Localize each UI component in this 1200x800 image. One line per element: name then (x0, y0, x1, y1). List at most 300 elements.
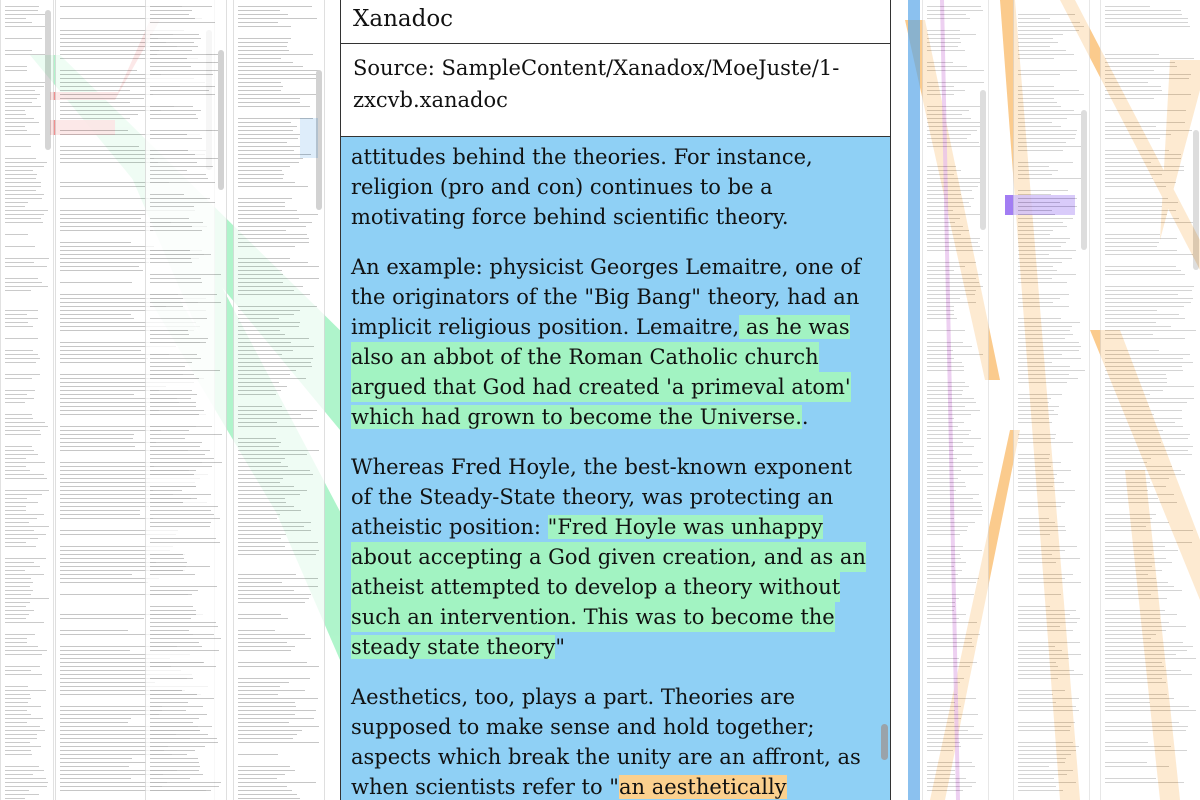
thumbnail-text-line (927, 262, 976, 263)
thumbnail-text-line (1018, 146, 1082, 147)
thumbnail-text-line (1105, 274, 1185, 275)
thumbnail-text-line (927, 442, 963, 443)
thumbnail-text-line (150, 594, 192, 595)
thumbnail-text-line (150, 778, 190, 779)
thumbnail-text-line (1018, 106, 1061, 107)
thumbnail-text-line (1105, 502, 1177, 503)
thumbnail-scrollbar[interactable] (980, 90, 986, 230)
thumbnail-text-line (1018, 662, 1056, 663)
thumbnail-text-line (238, 246, 295, 247)
thumbnail-text-line (60, 270, 143, 271)
text-line (351, 632, 565, 662)
thumbnail-text-line (60, 130, 128, 131)
thumbnail-text-line (1018, 394, 1062, 395)
thumbnail-text-line (150, 118, 198, 119)
thumbnail-text-line (5, 582, 33, 583)
thumbnail-text-line (927, 734, 983, 735)
thumbnail-text-line (1018, 490, 1075, 491)
thumbnail-text-line (150, 334, 189, 335)
transclusion-highlight[interactable]: atheist attempted to develop a theory without (351, 572, 840, 602)
thumbnail-text-line (5, 286, 48, 287)
thumbnail-text-line (238, 350, 293, 351)
source-path: Source: SampleContent/Xanadox/MoeJuste/1- (353, 56, 840, 80)
thumbnail-text-line (1105, 642, 1183, 643)
thumbnail-text-line (927, 90, 965, 91)
thumbnail-text-line (927, 730, 968, 731)
thumbnail-text-line (238, 226, 306, 227)
thumbnail-text-line (5, 278, 38, 279)
thumbnail-text-line (5, 38, 42, 39)
thumbnail-text-line (1018, 466, 1051, 467)
thumbnail-text-line (5, 26, 46, 27)
thumbnail-text-line (150, 746, 205, 747)
thumbnail-text-line (150, 150, 188, 151)
thumbnail-scrollbar[interactable] (1193, 130, 1199, 270)
thumbnail-text-line (150, 558, 184, 559)
thumbnail-text-line (1105, 546, 1165, 547)
thumbnail-text-line (927, 18, 970, 19)
thumbnail-text-line (5, 18, 26, 19)
thumbnail-text-line (238, 266, 319, 267)
thumbnail-text-line (5, 434, 41, 435)
thumbnail-text-line (150, 170, 187, 171)
thumbnail-text-line (1018, 134, 1076, 135)
thumbnail-text-line (5, 694, 30, 695)
thumbnail-text-line (5, 702, 28, 703)
thumbnail-text-line (60, 718, 131, 719)
thumbnail-text-line (1018, 38, 1053, 39)
thumbnail-text-line (1018, 622, 1077, 623)
thumbnail-text-line (60, 714, 159, 715)
thumbnail-text-line (150, 226, 192, 227)
thumbnail-text-line (927, 646, 974, 647)
thumbnail-text-line (1018, 710, 1079, 711)
thumbnail-text-line (1018, 34, 1063, 35)
thumbnail-text-line (1105, 558, 1166, 559)
thumbnail-text-line (1105, 434, 1190, 435)
doc-column-1[interactable] (0, 0, 54, 800)
thumbnail-text-line (5, 54, 48, 55)
thumbnail-text-line (60, 758, 132, 759)
thumbnail-text-line (5, 534, 46, 535)
transclusion-highlight[interactable]: argued that God had created 'a primeval atom' (351, 372, 851, 402)
thumbnail-text-line (150, 538, 216, 539)
thumbnail-text-line (1018, 342, 1079, 343)
thumbnail-text-line (1018, 574, 1073, 575)
thumbnail-text-line (1105, 270, 1181, 271)
thumbnail-text-line (1018, 254, 1049, 255)
thumbnail-text-line (238, 198, 292, 199)
thumbnail-text-line (150, 358, 201, 359)
thumbnail-text-line (927, 50, 965, 51)
thumbnail-text-line (927, 502, 981, 503)
text-line (351, 312, 850, 342)
thumbnail-text-line (927, 622, 977, 623)
doc-column-6[interactable] (1013, 0, 1090, 800)
thumbnail-text-line (238, 66, 303, 67)
thumbnail-text-line (5, 622, 44, 623)
transclusion-highlight[interactable]: which had grown to become the Universe. (351, 405, 802, 429)
thumbnail-text-line (5, 666, 40, 667)
thumbnail-text-line (1018, 766, 1049, 767)
thumbnail-text-line (238, 166, 290, 167)
thumbnail-text-line (1105, 126, 1156, 127)
thumbnail-text-line (1105, 54, 1159, 55)
thumbnail-text-line (1105, 766, 1169, 767)
thumbnail-text-line (1018, 282, 1067, 283)
thumbnail-text-line (238, 778, 277, 779)
thumbnail-text-line (1105, 438, 1188, 439)
thumbnail-text-line (5, 290, 31, 291)
thumbnail-text-line (1105, 122, 1185, 123)
thumbnail-text-line (1018, 278, 1052, 279)
thumbnail-text-line (927, 770, 955, 771)
thumbnail-text-line (927, 62, 953, 63)
thumbnail-text-line (1018, 130, 1077, 131)
thumbnail-text-line (927, 402, 976, 403)
thumbnail-text-line (5, 322, 28, 323)
thumbnail-text-line (927, 506, 982, 507)
thumbnail-text-line (1018, 258, 1072, 259)
thumbnail-text-line (150, 710, 186, 711)
thumbnail-text-line (238, 406, 282, 407)
thumbnail-text-line (60, 318, 134, 319)
thumbnail-text-line (238, 722, 289, 723)
thumbnail-text-line (1018, 478, 1055, 479)
thumbnail-text-line (927, 190, 972, 191)
thumbnail-text-line (927, 6, 981, 7)
thumbnail-text-line (1105, 474, 1185, 475)
thumbnail-scrollbar[interactable] (1081, 110, 1087, 250)
thumbnail-text-line (150, 74, 213, 75)
thumbnail-text-line (150, 506, 218, 507)
thumbnail-text-line (1018, 402, 1049, 403)
thumbnail-text-line (238, 310, 300, 311)
thumbnail-text-line (1018, 534, 1050, 535)
thumbnail-text-line (927, 602, 955, 603)
thumbnail-text-line (1105, 10, 1181, 11)
thumbnail-text-line (1018, 246, 1061, 247)
thumbnail-text-line (60, 558, 147, 559)
thumbnail-text-line (1105, 206, 1162, 207)
thumbnail-text-line (150, 178, 208, 179)
thumbnail-text-line (927, 714, 978, 715)
thumbnail-text-line (927, 34, 976, 35)
thumbnail-text-line (1105, 354, 1190, 355)
thumbnail-text-line (1018, 302, 1053, 303)
thumbnail-text-line (238, 482, 280, 483)
thumbnail-text-line (238, 662, 307, 663)
thumbnail-text-line (238, 162, 299, 163)
transclusion-highlight[interactable]: also an abbot of the Roman Catholic church (351, 342, 819, 372)
thumbnail-text-line (150, 378, 199, 379)
thumbnail-text-line (1018, 294, 1069, 295)
thumbnail-text-line (5, 734, 37, 735)
thumbnail-text-line (1018, 250, 1076, 251)
thumbnail-text-line (1105, 742, 1148, 743)
thumbnail-text-line (1018, 410, 1054, 411)
thumbnail-text-line (150, 726, 212, 727)
thumbnail-text-line (1018, 198, 1077, 199)
thumbnail-text-line (238, 174, 284, 175)
text-line: Aesthetics, too, plays a part. Theories are (351, 685, 796, 709)
thumbnail-text-line (927, 610, 954, 611)
thumbnail-text-line (5, 718, 43, 719)
thumbnail-text-line (238, 158, 303, 159)
thumbnail-text-line (1018, 630, 1073, 631)
thumbnail-text-line (1018, 774, 1067, 775)
thumbnail-text-line (1018, 214, 1055, 215)
transclusion-highlight[interactable]: about accepting a God given creation, and as an (351, 542, 866, 572)
thumbnail-text-line (1105, 306, 1184, 307)
thumbnail-text-line (1105, 290, 1192, 291)
doc-column-5[interactable] (922, 0, 989, 800)
thumbnail-text-line (150, 618, 191, 619)
thumbnail-text-line (927, 310, 954, 311)
thumbnail-text-line (5, 774, 33, 775)
thumbnail-text-line (238, 726, 319, 727)
thumbnail-text-line (5, 646, 38, 647)
thumbnail-text-line (1018, 458, 1049, 459)
text-line: of the Steady-State theory, was protecting an (351, 485, 834, 509)
thumbnail-text-line (238, 686, 280, 687)
thumbnail-text-line (1105, 242, 1159, 243)
thumbnail-text-line (1105, 574, 1148, 575)
thumbnail-text-line (150, 194, 184, 195)
thumbnail-text-line (150, 262, 192, 263)
thumbnail-text-line (1105, 314, 1179, 315)
thumbnail-text-line (1105, 82, 1148, 83)
thumbnail-text-line (238, 598, 309, 599)
thumbnail-text-line (927, 298, 960, 299)
thumbnail-text-line (1018, 58, 1054, 59)
thumbnail-text-line (1018, 558, 1080, 559)
thumbnail-text-line (238, 354, 282, 355)
thumbnail-text-line (5, 190, 36, 191)
thumbnail-text-line (927, 678, 964, 679)
thumbnail-text-line (150, 130, 219, 131)
thumbnail-text-line (150, 526, 210, 527)
thumbnail-text-line (150, 258, 191, 259)
thumbnail-scrollbar[interactable] (45, 10, 51, 150)
thumbnail-text-line (1105, 778, 1156, 779)
thumbnail-text-line (1018, 98, 1054, 99)
thumbnail-text-line (238, 574, 296, 575)
thumbnail-text-line (1018, 26, 1084, 27)
thumbnail-text-line (238, 234, 307, 235)
thumbnail-text-line (150, 562, 187, 563)
thumbnail-text-line (1105, 370, 1183, 371)
thumbnail-text-line (927, 170, 961, 171)
thumbnail-text-line (150, 718, 199, 719)
thumbnail-text-line (1018, 582, 1081, 583)
thumbnail-text-line (1018, 378, 1078, 379)
thumbnail-text-line (927, 134, 971, 135)
thumbnail-text-line (60, 506, 149, 507)
thumbnail-text-line (60, 266, 139, 267)
thumbnail-text-line (150, 690, 182, 691)
thumbnail-text-line (150, 338, 208, 339)
thumbnail-text-line (1018, 338, 1065, 339)
thumbnail-text-line (927, 478, 958, 479)
thumbnail-text-line (238, 290, 294, 291)
thumbnail-text-line (1018, 754, 1071, 755)
thumbnail-text-line (150, 90, 209, 91)
thumbnail-text-line (60, 510, 140, 511)
thumbnail-text-line (150, 642, 199, 643)
thumbnail-text-line (150, 450, 210, 451)
thumbnail-text-line (5, 354, 38, 355)
thumbnail-text-line (150, 174, 206, 175)
thumbnail-text-line (1105, 590, 1182, 591)
doc-column-4[interactable] (233, 0, 325, 800)
transclusion-highlight[interactable]: an aesthetically (618, 775, 787, 799)
thumbnail-text-line (927, 554, 960, 555)
thumbnail-text-line (1018, 54, 1074, 55)
thumbnail-text-line (5, 358, 40, 359)
thumbnail-text-line (1105, 674, 1192, 675)
thumbnail-text-line (1105, 610, 1165, 611)
thumbnail-text-line (1105, 198, 1168, 199)
doc-column-3[interactable] (145, 0, 227, 800)
thumbnail-text-line (1105, 162, 1151, 163)
thumbnail-text-line (5, 454, 38, 455)
text-span: " (555, 635, 566, 659)
thumbnail-text-line (150, 446, 200, 447)
thumbnail-text-line (927, 42, 961, 43)
thumbnail-text-line (1105, 582, 1168, 583)
thumbnail-text-line (150, 254, 211, 255)
doc-column-7[interactable] (1100, 0, 1200, 800)
thumbnail-text-line (5, 70, 27, 71)
thumbnail-text-line (238, 782, 316, 783)
thumbnail-text-line (1018, 210, 1052, 211)
thumbnail-text-line (238, 506, 294, 507)
thumbnail-text-line (927, 146, 982, 147)
thumbnail-text-line (927, 230, 969, 231)
thumbnail-text-line (927, 234, 961, 235)
thumbnail-text-line (1105, 158, 1181, 159)
thumbnail-text-line (1018, 374, 1069, 375)
thumbnail-text-line (150, 370, 220, 371)
transclusion-highlight[interactable]: as he was (739, 315, 850, 339)
thumbnail-text-line (1105, 386, 1194, 387)
reader-scrollbar[interactable] (881, 724, 888, 760)
source-path-cont: zxcvb.xanadoc (353, 88, 508, 112)
thumbnail-text-line (5, 606, 26, 607)
thumbnail-text-line (238, 338, 309, 339)
thumbnail-text-line (927, 466, 978, 467)
thumbnail-text-line (150, 22, 215, 23)
thumbnail-text-line (927, 294, 975, 295)
thumbnail-text-line (238, 594, 311, 595)
thumbnail-text-line (927, 494, 979, 495)
thumbnail-text-line (5, 86, 44, 87)
thumbnail-text-line (5, 222, 43, 223)
thumbnail-text-line (150, 318, 207, 319)
thumbnail-text-line (1018, 110, 1074, 111)
xanadoc-reader[interactable] (340, 0, 891, 800)
thumbnail-text-line (60, 38, 158, 39)
thumbnail-text-line (1018, 778, 1054, 779)
thumbnail-text-line (150, 58, 187, 59)
thumbnail-text-line (238, 126, 297, 127)
thumbnail-text-line (238, 754, 278, 755)
thumbnail-scrollbar[interactable] (316, 70, 322, 210)
thumbnail-text-line (150, 38, 201, 39)
thumbnail-text-line (1105, 214, 1167, 215)
thumbnail-text-line (1018, 610, 1076, 611)
thumbnail-text-line (5, 530, 34, 531)
thumbnail-text-line (927, 390, 963, 391)
thumbnail-text-line (1105, 310, 1157, 311)
thumbnail-text-line (1105, 302, 1191, 303)
thumbnail-text-line (5, 126, 25, 127)
text-line: aspects which break the unity are an affront, as (351, 745, 861, 769)
thumbnail-text-line (927, 94, 954, 95)
thumbnail-text-line (1105, 254, 1193, 255)
thumbnail-text-line (927, 706, 961, 707)
thumbnail-text-line (5, 494, 42, 495)
thumbnail-text-line (1105, 294, 1178, 295)
thumbnail-text-line (5, 610, 34, 611)
thumbnail-text-line (60, 94, 153, 95)
thumbnail-text-line (5, 730, 45, 731)
thumbnail-text-line (1105, 246, 1157, 247)
thumbnail-text-line (927, 278, 976, 279)
thumbnail-text-line (60, 582, 148, 583)
thumbnail-text-line (5, 414, 32, 415)
transclusion-highlight[interactable]: such an intervention. This was to become the (351, 602, 835, 632)
thumbnail-text-line (1018, 102, 1057, 103)
thumbnail-text-line (150, 790, 211, 791)
thumbnail-text-line (1105, 490, 1148, 491)
thumbnail-text-line (1018, 90, 1079, 91)
thumbnail-text-line (1018, 670, 1074, 671)
thumbnail-text-line (5, 562, 34, 563)
thumbnail-text-line (5, 282, 42, 283)
thumbnail-text-line (60, 54, 157, 55)
thumbnail-text-line (927, 578, 979, 579)
transclusion-highlight[interactable]: "Fred Hoyle was unhappy (547, 515, 823, 539)
thumbnail-text-line (5, 326, 33, 327)
thumbnail-text-line (238, 14, 288, 15)
thumbnail-text-line (150, 766, 200, 767)
thumbnail-text-line (5, 170, 33, 171)
thumbnail-text-line (927, 450, 954, 451)
thumbnail-text-line (60, 650, 130, 651)
thumbnail-text-line (927, 582, 976, 583)
thumbnail-scrollbar[interactable] (218, 50, 224, 190)
transclusion-highlight[interactable]: steady state theory (351, 635, 556, 659)
thumbnail-text-line (1018, 194, 1051, 195)
thumbnail-text-line (150, 614, 196, 615)
thumbnail-text-line (1105, 6, 1150, 7)
thumbnail-text-line (238, 490, 307, 491)
thumbnail-text-line (1105, 62, 1175, 63)
thumbnail-text-line (238, 318, 279, 319)
thumbnail-text-line (238, 702, 295, 703)
thumbnail-text-line (927, 614, 966, 615)
thumbnail-text-line (150, 198, 210, 199)
thumbnail-text-line (1018, 406, 1059, 407)
thumbnail-text-line (5, 390, 35, 391)
thumbnail-text-line (238, 242, 309, 243)
text-line: motivating force behind scientific theory. (351, 205, 789, 229)
thumbnail-text-line (150, 182, 215, 183)
thumbnail-text-line (927, 694, 957, 695)
thumbnail-text-line (1018, 606, 1050, 607)
